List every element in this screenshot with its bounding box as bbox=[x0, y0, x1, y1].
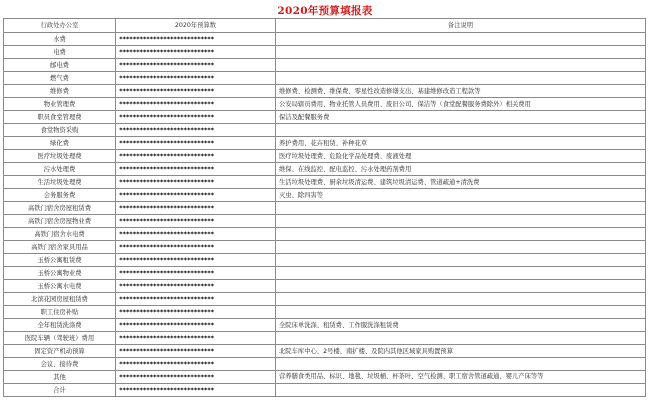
row-item-name: 生活垃圾处理费 bbox=[4, 176, 116, 189]
row-remark bbox=[276, 241, 646, 254]
row-item-name: 燃气费 bbox=[4, 72, 116, 85]
row-remark: 全院床单洗涤、租赁费、工作服洗涤租赁费 bbox=[276, 319, 646, 332]
row-remark bbox=[276, 124, 646, 137]
table-row bbox=[4, 293, 646, 306]
row-budget-amount: **************************** bbox=[116, 358, 276, 371]
row-item-name: 职员食堂管理费 bbox=[4, 111, 116, 124]
row-budget-amount: **************************** bbox=[116, 345, 276, 358]
row-remark: 维保、在线监控、配电监控、污水处理药剂费用 bbox=[276, 163, 646, 176]
row-budget-amount: **************************** bbox=[116, 111, 276, 124]
budget-table bbox=[3, 18, 646, 397]
row-budget-amount: **************************** bbox=[116, 72, 276, 85]
header-department: 行政处办公室 bbox=[4, 19, 116, 33]
row-remark bbox=[276, 280, 646, 293]
row-remark: 营养膳食类用品、标识、地毯、垃圾桶、杯茶叶、空气检测、职工宿舍管道疏通、婴儿产床等等 bbox=[276, 371, 646, 384]
table-row bbox=[4, 358, 646, 371]
row-remark: 灭虫、除四害等 bbox=[276, 189, 646, 202]
table-header-row bbox=[4, 19, 646, 33]
table-row bbox=[4, 98, 646, 111]
row-budget-amount: **************************** bbox=[116, 150, 276, 163]
row-remark: 公安局辖员费用、物业托管人员费用、废旧公司、保洁等（食堂配餐服务费除外）相关费用 bbox=[276, 98, 646, 111]
table-body bbox=[4, 33, 646, 397]
table-row bbox=[4, 202, 646, 215]
table-row bbox=[4, 111, 646, 124]
row-item-name: 合计 bbox=[4, 384, 116, 397]
table-row bbox=[4, 254, 646, 267]
table-row bbox=[4, 150, 646, 163]
row-remark: 保洁及配餐服务费 bbox=[276, 111, 646, 124]
row-remark bbox=[276, 215, 646, 228]
row-budget-amount: **************************** bbox=[116, 202, 276, 215]
table-row bbox=[4, 46, 646, 59]
row-remark: 养护费用、花卉租赁、补种花草 bbox=[276, 137, 646, 150]
row-item-name: 高铁门宿舍房屋租赁费 bbox=[4, 202, 116, 215]
table-row bbox=[4, 332, 646, 345]
table-row bbox=[4, 33, 646, 46]
header-budget-2020: 2020年预算数 bbox=[116, 19, 276, 33]
row-budget-amount: **************************** bbox=[116, 215, 276, 228]
table-row bbox=[4, 85, 646, 98]
row-remark bbox=[276, 33, 646, 46]
row-budget-amount: **************************** bbox=[116, 332, 276, 345]
row-budget-amount: **************************** bbox=[116, 59, 276, 72]
row-remark: 医疗垃圾处理费、危险化学品处理费、废液处理 bbox=[276, 150, 646, 163]
row-remark bbox=[276, 59, 646, 72]
row-budget-amount: **************************** bbox=[116, 319, 276, 332]
table-row bbox=[4, 384, 646, 397]
row-budget-amount: **************************** bbox=[116, 46, 276, 59]
row-item-name: 职工住房补贴 bbox=[4, 306, 116, 319]
row-remark bbox=[276, 202, 646, 215]
row-budget-amount: **************************** bbox=[116, 280, 276, 293]
row-budget-amount: **************************** bbox=[116, 371, 276, 384]
table-row bbox=[4, 267, 646, 280]
row-budget-amount: **************************** bbox=[116, 254, 276, 267]
row-budget-amount: **************************** bbox=[116, 85, 276, 98]
row-item-name: 邮电费 bbox=[4, 59, 116, 72]
row-item-name: 食堂物资采购 bbox=[4, 124, 116, 137]
row-item-name: 绿化费 bbox=[4, 137, 116, 150]
row-remark bbox=[276, 384, 646, 397]
row-item-name: 水费 bbox=[4, 33, 116, 46]
table-row bbox=[4, 215, 646, 228]
row-item-name: 全年租赁洗涤费 bbox=[4, 319, 116, 332]
table-row bbox=[4, 189, 646, 202]
row-item-name: 玉桥公寓租赁费 bbox=[4, 254, 116, 267]
row-item-name: 其他 bbox=[4, 371, 116, 384]
table-row bbox=[4, 176, 646, 189]
row-remark bbox=[276, 228, 646, 241]
table-row bbox=[4, 124, 646, 137]
row-item-name: 污水处理费 bbox=[4, 163, 116, 176]
row-budget-amount: **************************** bbox=[116, 137, 276, 150]
row-remark bbox=[276, 358, 646, 371]
row-budget-amount: **************************** bbox=[116, 306, 276, 319]
table-row bbox=[4, 319, 646, 332]
row-item-name: 物业管理费 bbox=[4, 98, 116, 111]
row-remark bbox=[276, 46, 646, 59]
row-remark: 维修费、检测费、维保费、零星性改造修缮支出、基建维修改造工程款等 bbox=[276, 85, 646, 98]
row-remark bbox=[276, 293, 646, 306]
table-row bbox=[4, 371, 646, 384]
table-row bbox=[4, 228, 646, 241]
table-row bbox=[4, 306, 646, 319]
row-budget-amount: **************************** bbox=[116, 33, 276, 46]
row-item-name: 电费 bbox=[4, 46, 116, 59]
table-row bbox=[4, 59, 646, 72]
row-item-name: 医疗垃圾处理费 bbox=[4, 150, 116, 163]
table-row bbox=[4, 137, 646, 150]
row-budget-amount: **************************** bbox=[116, 228, 276, 241]
row-item-name: 高铁门宿舍水电费 bbox=[4, 228, 116, 241]
row-item-name: 固定资产机动预算 bbox=[4, 345, 116, 358]
row-budget-amount: **************************** bbox=[116, 163, 276, 176]
row-item-name: 北滨花园房屋租赁费 bbox=[4, 293, 116, 306]
row-budget-amount: **************************** bbox=[116, 293, 276, 306]
row-item-name: 维修费 bbox=[4, 85, 116, 98]
row-item-name: 会务服务费 bbox=[4, 189, 116, 202]
row-budget-amount: **************************** bbox=[116, 267, 276, 280]
row-budget-amount: **************************** bbox=[116, 384, 276, 397]
table-row bbox=[4, 72, 646, 85]
row-item-name: 医院车辆（驾驶班）费用 bbox=[4, 332, 116, 345]
row-remark bbox=[276, 254, 646, 267]
row-budget-amount: **************************** bbox=[116, 241, 276, 254]
row-budget-amount: **************************** bbox=[116, 176, 276, 189]
row-item-name: 高铁门宿舍家具用品 bbox=[4, 241, 116, 254]
row-remark bbox=[276, 306, 646, 319]
row-remark: 生活垃圾处理费、厨余垃圾清运费、建筑垃圾清运费、管道疏通+清洗费 bbox=[276, 176, 646, 189]
row-item-name: 玉桥公寓物业费 bbox=[4, 267, 116, 280]
row-remark bbox=[276, 72, 646, 85]
table-row bbox=[4, 241, 646, 254]
row-item-name: 玉桥公寓水电费 bbox=[4, 280, 116, 293]
report-title: 2020年预算填报表 bbox=[277, 5, 373, 17]
row-remark: 北院车库中心、2号楼、南扩楼、及院内其他区域家具购置预算 bbox=[276, 345, 646, 358]
row-budget-amount: **************************** bbox=[116, 98, 276, 111]
row-item-name: 高铁门宿舍房屋物业费 bbox=[4, 215, 116, 228]
row-remark bbox=[276, 267, 646, 280]
row-budget-amount: **************************** bbox=[116, 189, 276, 202]
header-remarks: 备注说明 bbox=[276, 19, 646, 33]
row-item-name: 会议、接待费 bbox=[4, 358, 116, 371]
table-row bbox=[4, 345, 646, 358]
row-remark bbox=[276, 332, 646, 345]
table-row bbox=[4, 163, 646, 176]
row-budget-amount: **************************** bbox=[116, 124, 276, 137]
table-row bbox=[4, 280, 646, 293]
